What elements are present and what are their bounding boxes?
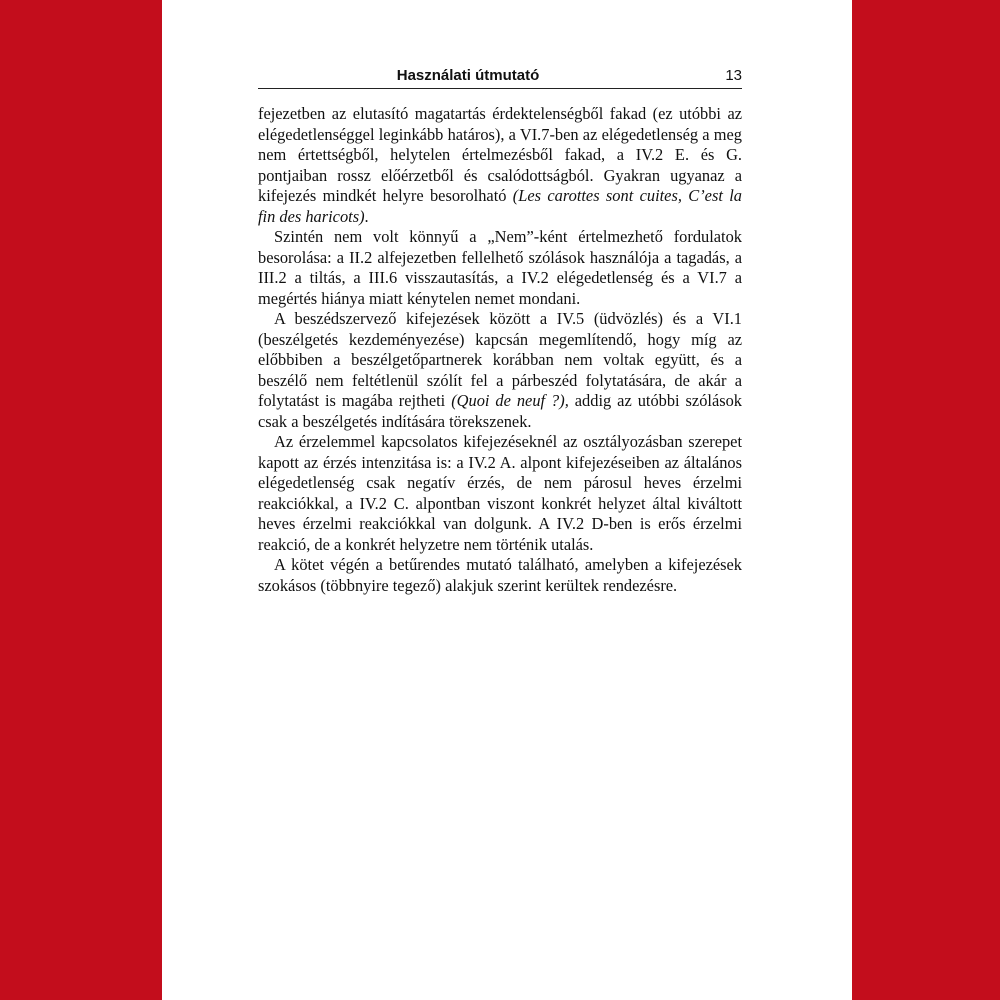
paragraph-text: A beszédszervező kifejezések között a IV.5 (üdvözlés) és a VI.1 (beszélgetés kezdeményezése) kapcsán megemlítendő, hogy míg az előbbiben a beszélgetőpartnerek korábban nem voltak együtt, és a beszélő nem feltétlenül szólít fel a párbeszéd folytatására, de akár a folytatást is magába rejtheti [258,309,742,410]
running-header-title: Használati útmutató [396,67,540,84]
paragraph-text: addig az utóbbi szólások csak a beszélgetés indítására törekszenek. [258,391,742,431]
paragraph-text: fejezetben az elutasító magatartás érdektelenségből fakad (ez utóbbi az elégedetlenséggel leginkább határos), a VI.7-ben az elégedetlenség a meg nem értettségből, helytelen értelmezésből fakad, a IV.2 E. és G. pontjaiban rossz előérzetből és csalódottságból. Gyakran ugyanaz a kifejezés mindkét helyre besorolható [258,104,742,205]
paragraph [258,432,742,555]
page-number: 13 [725,67,742,84]
paragraph-text: Az érzelemmel kapcsolatos kifejezéseknél az osztályozásban szerepet kapott az érzés intenzitása is: a IV.2 A. alpont kifejezéseiben az általános elégedetlenség csak negatív érzés, de nem párosul heves érzelmi reakciókkal, a IV.2 C. alpontban viszont konkrét helyzet által kiváltott heves érzelmi reakciókkal van dolgunk. A IV.2 D-ben is erős érzelmi reakció, de a konkrét helyzetre nem történik utalás. [258,432,742,554]
book-page [162,0,852,1000]
paragraph-text: Szintén nem volt könnyű a „Nem”-ként értelmezhető fordulatok besorolása: a II.2 alfejezetben fellelhető szólások használója a tagadás, a III.2 a tiltás, a III.6 visszautasítás, a IV.2 elégedetlenség és a VI.7 a megértés hiánya miatt kénytelen nemet mondani. [258,227,742,308]
body-text [258,104,742,596]
running-header [258,64,742,89]
paragraph [258,555,742,596]
paragraph-text: . [364,206,369,226]
paragraph [258,227,742,309]
paragraph [258,309,742,432]
paragraph [258,104,742,227]
italic-example: (Quoi de neuf ?), [451,391,569,410]
paragraph-text: A kötet végén a betűrendes mutató található, amelyben a kifejezések szokásos (többnyire tegező) alakjuk szerint kerültek rendezésre. [258,555,742,595]
italic-example: (Les carottes sont cuites, C’est la fin des haricots) [258,186,742,226]
